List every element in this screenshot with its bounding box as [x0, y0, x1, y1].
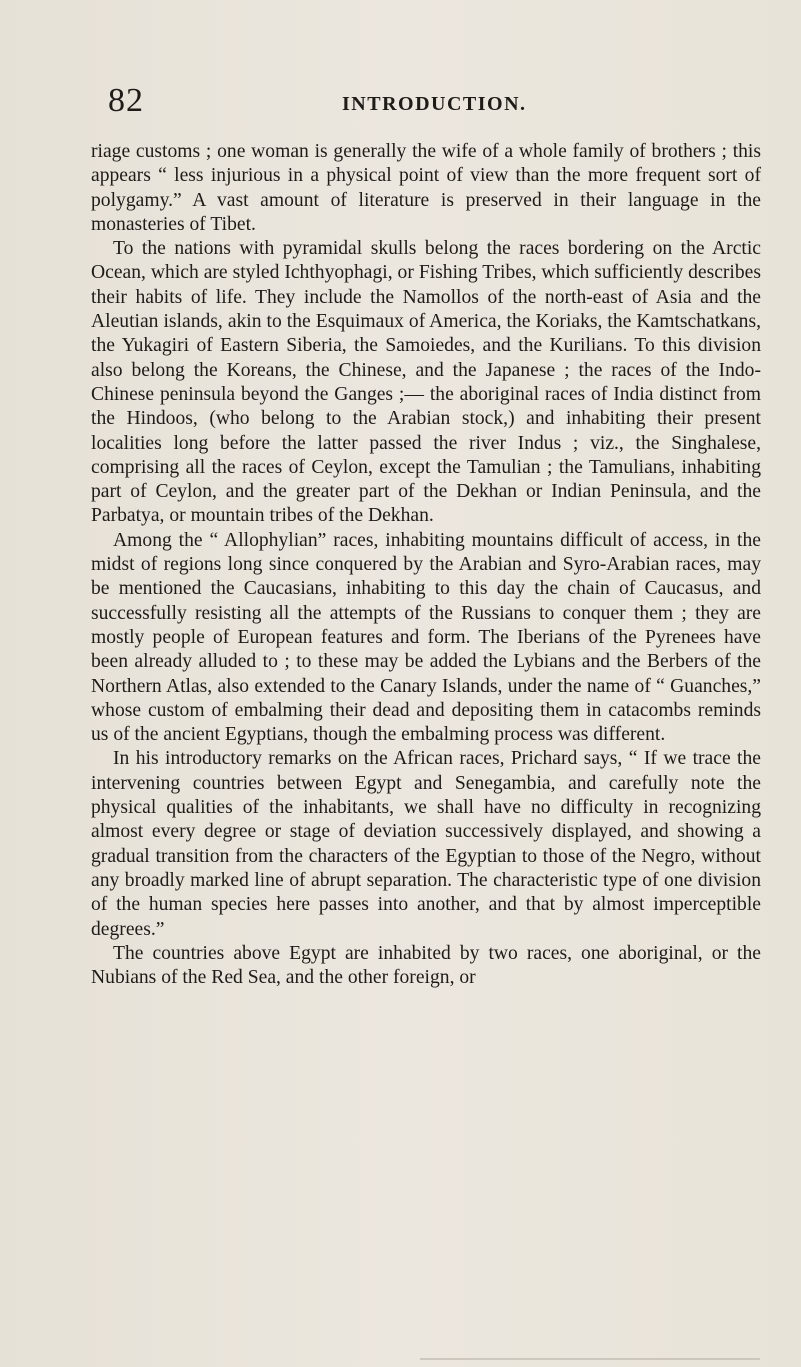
paragraph-5: The countries above Egypt are inhabited by two races, one aboriginal, or the Nubians of the Red Sea, and the other foreign, or [91, 942, 761, 989]
page-header [108, 84, 728, 124]
body-text [91, 140, 761, 990]
paragraph-1: riage customs ; one woman is generally the wife of a whole family of brothers ; this appears “ less injurious in a physical point of view than the more frequent sort of polygamy.” A vast amount of literature is preserved in their language in the monasteries of Tibet. [91, 141, 761, 235]
page-number: 82 [108, 82, 144, 119]
paragraph-2: To the nations with pyramidal skulls belong the races bordering on the Arctic Ocean, which are styled Ichthyophagi, or Fishing Tribes, which sufficiently describes their habits of life. They include the Namollos of the north-east of Asia and the Aleutian islands, akin to the Esquimaux of America, the Koriaks, the Kamtschatkans, the Yukagiri of Eastern Siberia, the Samoiedes, and the Kurilians. To this division also belong the Koreans, the Chinese, and the Japanese ; the races of the Indo-Chinese peninsula beyond the Ganges ;— the aboriginal races of India distinct from the Hindoos, (who belong to the Arabian stock,) and inhabiting their present localities long before the latter passed the river Indus ; viz., the Singhalese, comprising all the races of Ceylon, except the Tamulian ; the Tamulians, inhabiting part of Ceylon, and the greater part of the Dekhan or Indian Peninsula, and the Parbatya, or mountain tribes of the Dekhan. [91, 238, 761, 527]
running-head: INTRODUCTION. [342, 93, 527, 115]
paragraph-4: In his introductory remarks on the African races, Prichard says, “ If we trace the intervening countries between Egypt and Senegambia, and carefully note the physical qualities of the inhabitants, we shall have no difficulty in recognizing almost every degree or stage of deviation successively displayed, and showing a gradual transition from the characters of the Egyptian to those of the Negro, without any broadly marked line of abrupt separation. The characteristic type of one division of the human species here passes into another, and that by almost imperceptible degrees.” [91, 748, 761, 940]
page-edge-rule [420, 1358, 760, 1360]
paragraph-3: Among the “ Allophylian” races, inhabiting mountains difficult of access, in the midst of regions long since conquered by the Arabian and Syro-Arabian races, may be mentioned the Caucasians, inhabiting to this day the chain of Caucasus, and successfully resisting all the attempts of the Russians to conquer them ; they are mostly people of European features and form. The Iberians of the Pyrenees have been already alluded to ; to these may be added the Lybians and the Berbers of the Northern Atlas, also extended to the Canary Islands, under the name of “ Guanches,” whose custom of embalming their dead and depositing them in catacombs reminds us of the ancient Egyptians, though the embalming process was different. [91, 529, 761, 746]
